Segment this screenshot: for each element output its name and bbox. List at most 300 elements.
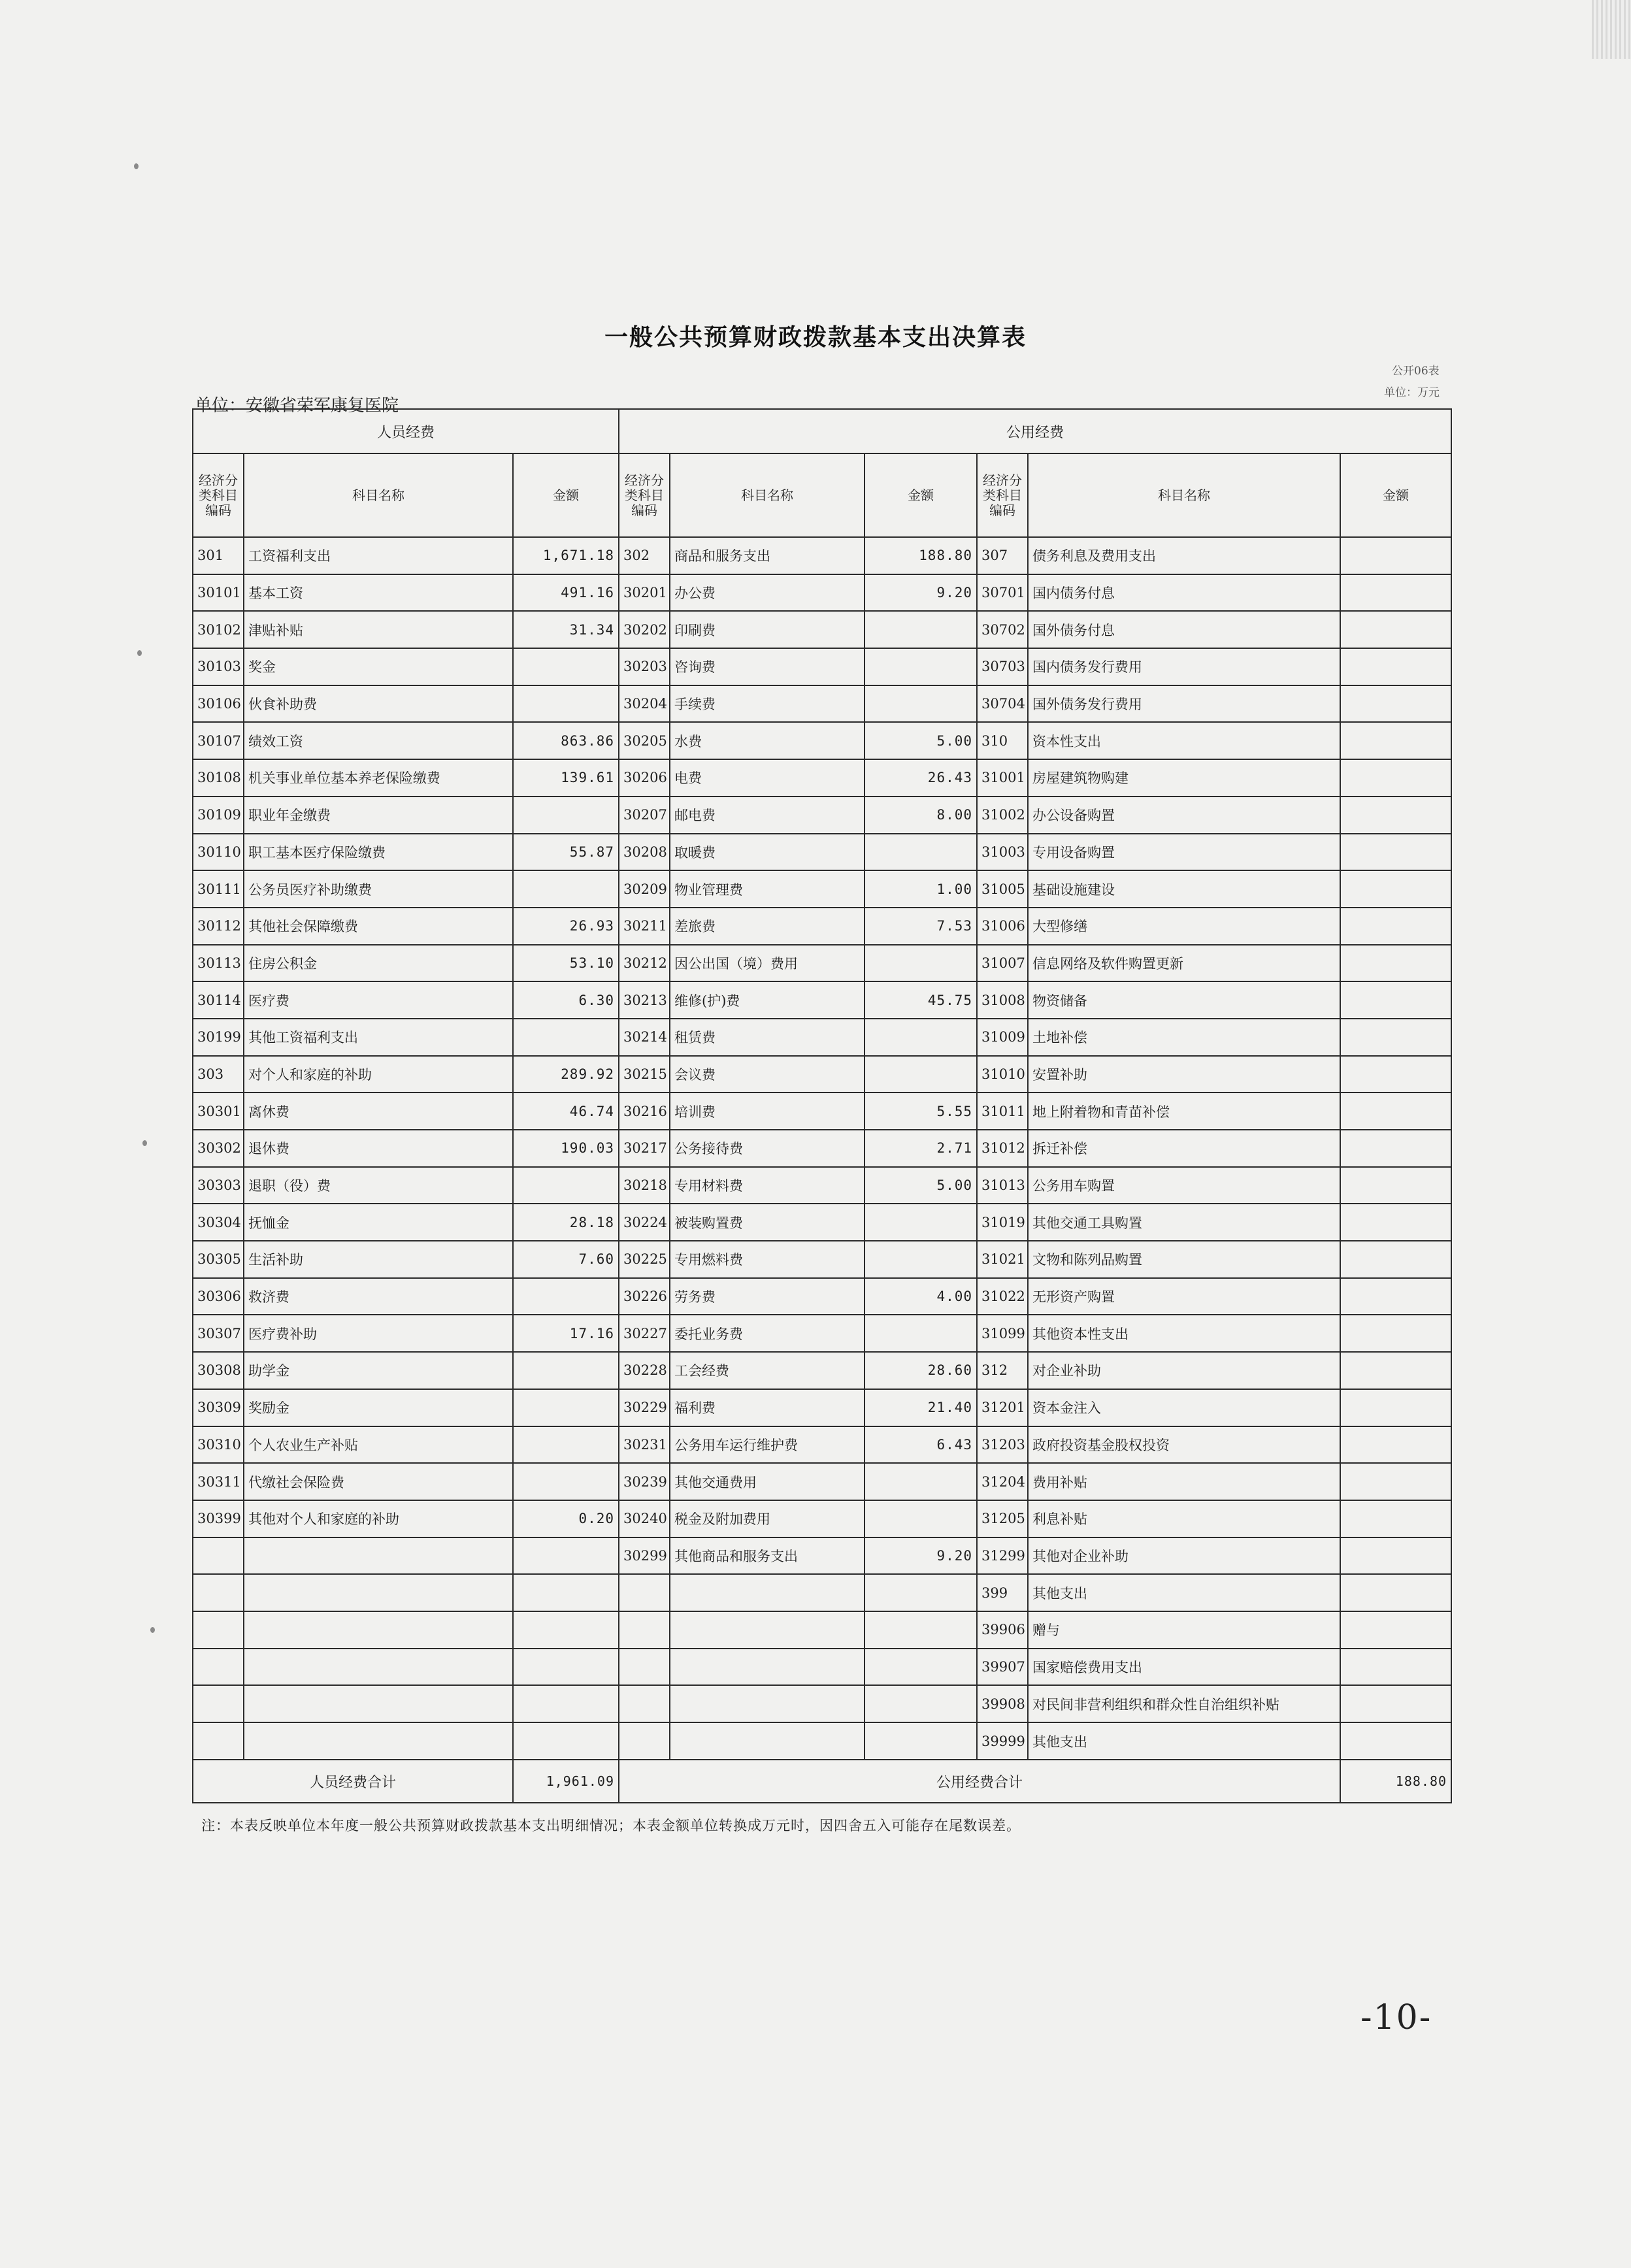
group-header-public: 公用经费 bbox=[619, 409, 1451, 453]
totals-row bbox=[193, 1760, 1451, 1803]
name-cell: 文物和陈列品购置 bbox=[1028, 1241, 1340, 1278]
table-row bbox=[193, 1130, 1451, 1167]
name-cell bbox=[670, 1649, 865, 1686]
code-cell bbox=[619, 1574, 670, 1611]
code-cell: 31019 bbox=[977, 1204, 1028, 1241]
code-cell bbox=[619, 1611, 670, 1649]
column-header-code: 经济分类科目编码 bbox=[977, 453, 1028, 537]
amount-cell bbox=[865, 1315, 977, 1352]
code-cell: 31022 bbox=[977, 1278, 1028, 1315]
name-cell bbox=[244, 1537, 513, 1575]
amount-cell bbox=[1340, 1649, 1451, 1686]
name-cell: 因公出国（境）费用 bbox=[670, 945, 865, 982]
amount-cell: 9.20 bbox=[865, 1537, 977, 1575]
code-cell: 30103 bbox=[193, 648, 244, 685]
name-cell: 债务利息及费用支出 bbox=[1028, 537, 1340, 574]
amount-cell: 139.61 bbox=[513, 759, 619, 797]
code-cell: 312 bbox=[977, 1352, 1028, 1389]
amount-cell bbox=[513, 1278, 619, 1315]
code-cell: 30308 bbox=[193, 1352, 244, 1389]
table-row bbox=[193, 537, 1451, 574]
name-cell: 伙食补助费 bbox=[244, 685, 513, 723]
code-cell: 30229 bbox=[619, 1389, 670, 1426]
name-cell: 咨询费 bbox=[670, 648, 865, 685]
code-cell: 30226 bbox=[619, 1278, 670, 1315]
code-cell: 30203 bbox=[619, 648, 670, 685]
name-cell: 生活补助 bbox=[244, 1241, 513, 1278]
amount-cell bbox=[1340, 611, 1451, 648]
amount-cell bbox=[865, 1649, 977, 1686]
name-cell: 拆迁补偿 bbox=[1028, 1130, 1340, 1167]
code-cell: 30307 bbox=[193, 1315, 244, 1352]
amount-cell bbox=[1340, 1537, 1451, 1575]
amount-cell bbox=[1340, 1722, 1451, 1760]
name-cell: 福利费 bbox=[670, 1389, 865, 1426]
name-cell: 办公设备购置 bbox=[1028, 797, 1340, 834]
amount-cell bbox=[1340, 1019, 1451, 1056]
table-row bbox=[193, 1500, 1451, 1537]
name-cell: 国外债务付息 bbox=[1028, 611, 1340, 648]
name-cell: 绩效工资 bbox=[244, 722, 513, 759]
amount-cell: 5.00 bbox=[865, 1167, 977, 1204]
amount-cell bbox=[513, 870, 619, 908]
amount-cell: 7.60 bbox=[513, 1241, 619, 1278]
amount-cell bbox=[1340, 1167, 1451, 1204]
name-cell: 对个人和家庭的补助 bbox=[244, 1056, 513, 1093]
code-cell: 30299 bbox=[619, 1537, 670, 1575]
amount-cell bbox=[865, 648, 977, 685]
code-cell: 31005 bbox=[977, 870, 1028, 908]
code-cell: 30309 bbox=[193, 1389, 244, 1426]
scan-speck bbox=[137, 650, 142, 656]
code-cell: 31003 bbox=[977, 834, 1028, 871]
amount-cell bbox=[1340, 1130, 1451, 1167]
code-cell: 31204 bbox=[977, 1463, 1028, 1500]
code-cell: 30106 bbox=[193, 685, 244, 723]
code-cell: 30204 bbox=[619, 685, 670, 723]
table-row bbox=[193, 1649, 1451, 1686]
amount-cell bbox=[513, 648, 619, 685]
amount-cell: 45.75 bbox=[865, 981, 977, 1019]
amount-cell: 289.92 bbox=[513, 1056, 619, 1093]
name-cell bbox=[244, 1685, 513, 1722]
name-cell: 国家赔偿费用支出 bbox=[1028, 1649, 1340, 1686]
amount-cell bbox=[1340, 574, 1451, 612]
code-cell: 30701 bbox=[977, 574, 1028, 612]
code-cell: 30206 bbox=[619, 759, 670, 797]
name-cell: 租赁费 bbox=[670, 1019, 865, 1056]
name-cell: 其他工资福利支出 bbox=[244, 1019, 513, 1056]
name-cell: 其他商品和服务支出 bbox=[670, 1537, 865, 1575]
amount-cell bbox=[513, 1537, 619, 1575]
amount-cell: 0.20 bbox=[513, 1500, 619, 1537]
code-cell: 307 bbox=[977, 537, 1028, 574]
table-row bbox=[193, 1537, 1451, 1575]
table-row bbox=[193, 1204, 1451, 1241]
code-cell: 30304 bbox=[193, 1204, 244, 1241]
name-cell: 退职（役）费 bbox=[244, 1167, 513, 1204]
name-cell: 医疗费补助 bbox=[244, 1315, 513, 1352]
amount-cell bbox=[513, 1649, 619, 1686]
amount-cell: 190.03 bbox=[513, 1130, 619, 1167]
amount-cell bbox=[1340, 834, 1451, 871]
code-cell: 30703 bbox=[977, 648, 1028, 685]
amount-cell bbox=[513, 1574, 619, 1611]
amount-cell bbox=[1340, 1204, 1451, 1241]
table-row bbox=[193, 1056, 1451, 1093]
code-cell: 30101 bbox=[193, 574, 244, 612]
code-cell: 30113 bbox=[193, 945, 244, 982]
code-cell: 31008 bbox=[977, 981, 1028, 1019]
name-cell: 其他支出 bbox=[1028, 1574, 1340, 1611]
amount-cell bbox=[1340, 722, 1451, 759]
code-cell: 30212 bbox=[619, 945, 670, 982]
name-cell: 职工基本医疗保险缴费 bbox=[244, 834, 513, 871]
table-row bbox=[193, 1167, 1451, 1204]
name-cell: 对民间非营利组织和群众性自治组织补贴 bbox=[1028, 1685, 1340, 1722]
code-cell: 30114 bbox=[193, 981, 244, 1019]
amount-cell: 6.30 bbox=[513, 981, 619, 1019]
table-row bbox=[193, 1463, 1451, 1500]
name-cell: 专用设备购置 bbox=[1028, 834, 1340, 871]
name-cell: 助学金 bbox=[244, 1352, 513, 1389]
amount-cell bbox=[1340, 797, 1451, 834]
code-cell: 39907 bbox=[977, 1649, 1028, 1686]
amount-cell bbox=[1340, 537, 1451, 574]
name-cell: 个人农业生产补贴 bbox=[244, 1426, 513, 1464]
amount-cell: 5.00 bbox=[865, 722, 977, 759]
amount-cell: 31.34 bbox=[513, 611, 619, 648]
name-cell: 其他支出 bbox=[1028, 1722, 1340, 1760]
name-cell: 资本性支出 bbox=[1028, 722, 1340, 759]
name-cell: 公务用车运行维护费 bbox=[670, 1426, 865, 1464]
name-cell: 奖励金 bbox=[244, 1389, 513, 1426]
amount-cell bbox=[513, 1019, 619, 1056]
code-cell bbox=[193, 1722, 244, 1760]
table-row bbox=[193, 1093, 1451, 1130]
amount-cell: 9.20 bbox=[865, 574, 977, 612]
name-cell: 差旅费 bbox=[670, 908, 865, 945]
name-cell: 离休费 bbox=[244, 1093, 513, 1130]
name-cell: 取暖费 bbox=[670, 834, 865, 871]
code-cell: 30228 bbox=[619, 1352, 670, 1389]
name-cell: 办公费 bbox=[670, 574, 865, 612]
amount-cell: 8.00 bbox=[865, 797, 977, 834]
budget-table bbox=[192, 408, 1452, 1803]
amount-cell bbox=[513, 1685, 619, 1722]
amount-cell: 21.40 bbox=[865, 1389, 977, 1426]
name-cell: 劳务费 bbox=[670, 1278, 865, 1315]
amount-cell bbox=[1340, 1574, 1451, 1611]
code-cell: 399 bbox=[977, 1574, 1028, 1611]
code-cell: 30240 bbox=[619, 1500, 670, 1537]
table-body bbox=[193, 537, 1451, 1760]
name-cell: 住房公积金 bbox=[244, 945, 513, 982]
name-cell: 公务员医疗补助缴费 bbox=[244, 870, 513, 908]
name-cell: 信息网络及软件购置更新 bbox=[1028, 945, 1340, 982]
name-cell: 抚恤金 bbox=[244, 1204, 513, 1241]
amount-cell bbox=[1340, 1611, 1451, 1649]
code-cell: 30239 bbox=[619, 1463, 670, 1500]
amount-cell bbox=[865, 1463, 977, 1500]
amount-cell: 17.16 bbox=[513, 1315, 619, 1352]
code-cell: 30207 bbox=[619, 797, 670, 834]
page-title: 一般公共预算财政拨款基本支出决算表 bbox=[604, 324, 1027, 351]
amount-cell: 491.16 bbox=[513, 574, 619, 612]
name-cell: 救济费 bbox=[244, 1278, 513, 1315]
amount-cell bbox=[865, 1685, 977, 1722]
amount-cell: 863.86 bbox=[513, 722, 619, 759]
code-cell: 30227 bbox=[619, 1315, 670, 1352]
code-cell: 31203 bbox=[977, 1426, 1028, 1464]
code-cell: 30214 bbox=[619, 1019, 670, 1056]
name-cell: 商品和服务支出 bbox=[670, 537, 865, 574]
amount-cell bbox=[865, 1056, 977, 1093]
name-cell: 机关事业单位基本养老保险缴费 bbox=[244, 759, 513, 797]
code-cell: 39999 bbox=[977, 1722, 1028, 1760]
table-row bbox=[193, 908, 1451, 945]
organization-unit: 单位：安徽省荣军康复医院 bbox=[195, 396, 399, 416]
scan-speck bbox=[142, 1140, 147, 1146]
amount-cell bbox=[865, 1611, 977, 1649]
code-cell: 31006 bbox=[977, 908, 1028, 945]
amount-cell: 28.60 bbox=[865, 1352, 977, 1389]
amount-cell bbox=[865, 1241, 977, 1278]
amount-cell bbox=[865, 1204, 977, 1241]
code-cell: 30211 bbox=[619, 908, 670, 945]
code-cell bbox=[193, 1611, 244, 1649]
code-cell: 31021 bbox=[977, 1241, 1028, 1278]
amount-cell bbox=[1340, 1463, 1451, 1500]
amount-cell bbox=[1340, 759, 1451, 797]
amount-cell bbox=[865, 945, 977, 982]
code-cell: 30110 bbox=[193, 834, 244, 871]
scan-speck bbox=[134, 163, 139, 169]
name-cell: 专用材料费 bbox=[670, 1167, 865, 1204]
scan-speck bbox=[150, 1627, 155, 1633]
amount-cell bbox=[1340, 945, 1451, 982]
amount-cell: 55.87 bbox=[513, 834, 619, 871]
name-cell: 土地补偿 bbox=[1028, 1019, 1340, 1056]
name-cell: 对企业补助 bbox=[1028, 1352, 1340, 1389]
code-cell: 30218 bbox=[619, 1167, 670, 1204]
amount-cell bbox=[1340, 1685, 1451, 1722]
name-cell: 津贴补贴 bbox=[244, 611, 513, 648]
code-cell: 30702 bbox=[977, 611, 1028, 648]
table-row bbox=[193, 1241, 1451, 1278]
code-cell bbox=[193, 1537, 244, 1575]
code-cell: 30306 bbox=[193, 1278, 244, 1315]
amount-cell bbox=[513, 1426, 619, 1464]
amount-cell bbox=[513, 1352, 619, 1389]
amount-cell bbox=[513, 1389, 619, 1426]
form-number: 公开06表 bbox=[1392, 365, 1440, 378]
amount-cell bbox=[1340, 1389, 1451, 1426]
amount-cell: 188.80 bbox=[865, 537, 977, 574]
code-cell: 30109 bbox=[193, 797, 244, 834]
table-row bbox=[193, 1685, 1451, 1722]
name-cell: 其他交通工具购置 bbox=[1028, 1204, 1340, 1241]
code-cell: 30107 bbox=[193, 722, 244, 759]
name-cell: 公务用车购置 bbox=[1028, 1167, 1340, 1204]
name-cell: 基础设施建设 bbox=[1028, 870, 1340, 908]
group-header-personnel: 人员经费 bbox=[193, 409, 619, 453]
name-cell: 国内债务付息 bbox=[1028, 574, 1340, 612]
amount-cell bbox=[513, 797, 619, 834]
code-cell: 30704 bbox=[977, 685, 1028, 723]
name-cell: 代缴社会保险费 bbox=[244, 1463, 513, 1500]
name-cell: 印刷费 bbox=[670, 611, 865, 648]
name-cell: 地上附着物和青苗补偿 bbox=[1028, 1093, 1340, 1130]
name-cell bbox=[670, 1574, 865, 1611]
amount-cell: 28.18 bbox=[513, 1204, 619, 1241]
amount-cell bbox=[513, 1463, 619, 1500]
amount-cell bbox=[513, 1722, 619, 1760]
name-cell: 会议费 bbox=[670, 1056, 865, 1093]
code-cell: 30303 bbox=[193, 1167, 244, 1204]
page-number: -10- bbox=[1360, 1998, 1432, 2037]
table-row bbox=[193, 1315, 1451, 1352]
name-cell: 资本金注入 bbox=[1028, 1389, 1340, 1426]
code-cell bbox=[193, 1649, 244, 1686]
code-cell: 31013 bbox=[977, 1167, 1028, 1204]
name-cell: 退休费 bbox=[244, 1130, 513, 1167]
table-row bbox=[193, 574, 1451, 612]
name-cell: 无形资产购置 bbox=[1028, 1278, 1340, 1315]
code-cell: 39906 bbox=[977, 1611, 1028, 1649]
code-cell: 30231 bbox=[619, 1426, 670, 1464]
code-cell: 303 bbox=[193, 1056, 244, 1093]
code-cell: 31011 bbox=[977, 1093, 1028, 1130]
name-cell: 水费 bbox=[670, 722, 865, 759]
code-cell bbox=[193, 1685, 244, 1722]
table-row bbox=[193, 1426, 1451, 1464]
code-cell: 310 bbox=[977, 722, 1028, 759]
name-cell: 税金及附加费用 bbox=[670, 1500, 865, 1537]
amount-cell: 53.10 bbox=[513, 945, 619, 982]
amount-cell bbox=[1340, 1278, 1451, 1315]
amount-cell bbox=[865, 1722, 977, 1760]
code-cell: 31009 bbox=[977, 1019, 1028, 1056]
code-cell: 31010 bbox=[977, 1056, 1028, 1093]
amount-cell: 26.93 bbox=[513, 908, 619, 945]
name-cell: 医疗费 bbox=[244, 981, 513, 1019]
code-cell: 302 bbox=[619, 537, 670, 574]
amount-cell bbox=[865, 834, 977, 871]
code-cell: 30301 bbox=[193, 1093, 244, 1130]
code-cell: 30112 bbox=[193, 908, 244, 945]
code-cell: 30202 bbox=[619, 611, 670, 648]
name-cell: 公务接待费 bbox=[670, 1130, 865, 1167]
name-cell bbox=[670, 1722, 865, 1760]
name-cell bbox=[670, 1611, 865, 1649]
name-cell: 基本工资 bbox=[244, 574, 513, 612]
amount-cell bbox=[1340, 981, 1451, 1019]
code-cell: 31299 bbox=[977, 1537, 1028, 1575]
name-cell bbox=[670, 1685, 865, 1722]
name-cell bbox=[244, 1722, 513, 1760]
code-cell: 30205 bbox=[619, 722, 670, 759]
code-cell: 30216 bbox=[619, 1093, 670, 1130]
amount-cell: 6.43 bbox=[865, 1426, 977, 1464]
code-cell bbox=[193, 1574, 244, 1611]
code-cell: 30201 bbox=[619, 574, 670, 612]
table-row bbox=[193, 1019, 1451, 1056]
amount-cell bbox=[513, 685, 619, 723]
amount-cell bbox=[513, 1167, 619, 1204]
name-cell: 利息补贴 bbox=[1028, 1500, 1340, 1537]
name-cell: 邮电费 bbox=[670, 797, 865, 834]
code-cell: 30108 bbox=[193, 759, 244, 797]
code-cell: 30399 bbox=[193, 1500, 244, 1537]
name-cell: 物资储备 bbox=[1028, 981, 1340, 1019]
name-cell: 培训费 bbox=[670, 1093, 865, 1130]
amount-cell: 7.53 bbox=[865, 908, 977, 945]
amount-cell: 4.00 bbox=[865, 1278, 977, 1315]
code-cell: 31007 bbox=[977, 945, 1028, 982]
table-row bbox=[193, 1389, 1451, 1426]
name-cell: 奖金 bbox=[244, 648, 513, 685]
amount-cell: 26.43 bbox=[865, 759, 977, 797]
name-cell: 政府投资基金股权投资 bbox=[1028, 1426, 1340, 1464]
code-cell: 31099 bbox=[977, 1315, 1028, 1352]
name-cell: 其他社会保障缴费 bbox=[244, 908, 513, 945]
name-cell bbox=[244, 1611, 513, 1649]
amount-cell bbox=[1340, 1426, 1451, 1464]
table-row bbox=[193, 685, 1451, 723]
code-cell: 31201 bbox=[977, 1389, 1028, 1426]
amount-cell bbox=[513, 1611, 619, 1649]
table-row bbox=[193, 1352, 1451, 1389]
column-header-name: 科目名称 bbox=[670, 453, 865, 537]
table-row bbox=[193, 1278, 1451, 1315]
amount-cell bbox=[865, 685, 977, 723]
code-cell: 31002 bbox=[977, 797, 1028, 834]
table-row bbox=[193, 722, 1451, 759]
column-header-code: 经济分类科目编码 bbox=[193, 453, 244, 537]
name-cell: 房屋建筑物购建 bbox=[1028, 759, 1340, 797]
code-cell: 39908 bbox=[977, 1685, 1028, 1722]
scan-edge-mark bbox=[1592, 0, 1631, 59]
amount-cell bbox=[865, 1574, 977, 1611]
amount-cell: 1.00 bbox=[865, 870, 977, 908]
code-cell: 30215 bbox=[619, 1056, 670, 1093]
amount-cell bbox=[865, 1500, 977, 1537]
name-cell: 工会经费 bbox=[670, 1352, 865, 1389]
amount-cell: 1,671.18 bbox=[513, 537, 619, 574]
table-row bbox=[193, 1574, 1451, 1611]
name-cell: 其他对个人和家庭的补助 bbox=[244, 1500, 513, 1537]
column-header-amount: 金额 bbox=[1340, 453, 1451, 537]
amount-cell: 2.71 bbox=[865, 1130, 977, 1167]
amount-cell bbox=[865, 1019, 977, 1056]
amount-cell bbox=[1340, 1500, 1451, 1537]
code-cell: 30305 bbox=[193, 1241, 244, 1278]
name-cell: 物业管理费 bbox=[670, 870, 865, 908]
code-cell bbox=[619, 1722, 670, 1760]
code-cell: 30225 bbox=[619, 1241, 670, 1278]
amount-cell bbox=[1340, 870, 1451, 908]
code-cell: 30224 bbox=[619, 1204, 670, 1241]
name-cell: 其他资本性支出 bbox=[1028, 1315, 1340, 1352]
code-cell: 30302 bbox=[193, 1130, 244, 1167]
code-cell: 30199 bbox=[193, 1019, 244, 1056]
name-cell: 赠与 bbox=[1028, 1611, 1340, 1649]
table-row bbox=[193, 759, 1451, 797]
name-cell: 大型修缮 bbox=[1028, 908, 1340, 945]
name-cell: 其他交通费用 bbox=[670, 1463, 865, 1500]
amount-cell bbox=[1340, 1315, 1451, 1352]
